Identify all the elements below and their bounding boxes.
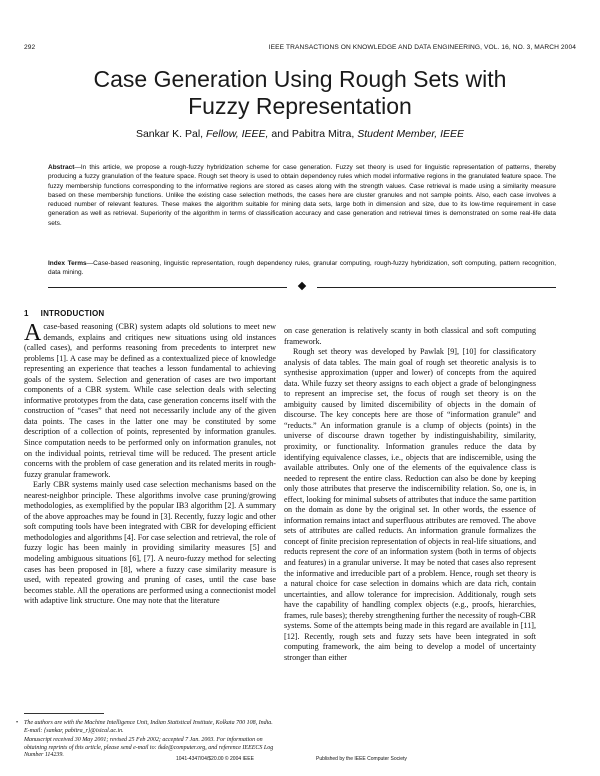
section-heading [24,309,104,318]
intro-paragraph-1-text: case-based reasoning (CBR) system adapts old solutions to meet new demands, explains and critiques new situations using old instances (called cases), and performs reasoning from precedents to interpret new problems [1]. A case may be defined as a contextualized piece of knowledge representing an experience that teaches a lesson fundamental to achieving goals of the system. Selection and generation of cases are two important components of a CBR system. While case selection deals with selecting informative prototypes from the data, case generation concerns itself with the construction of “cases” that need not necessarily include any of the given data points. The cases in the latter one may be constituted by some description of a collection of points, represented by information granules. Since computation needs to be performed only on information granules, not on the individual points, retrieval time will be reduced. The present article concerns with the problem of case generation and its related merits in rough-fuzzy granular framework. [24,322,276,479]
footnote-manuscript: Manuscript received 30 May 2001; revised 25 Feb 2002; accepted 7 Jan. 2003. For information on obtaining reprints of this article, please send e-mail to: tkde@computer.org, and reference IEEECS Log Number 114239. [24,737,274,759]
journal-header: IEEE TRANSACTIONS ON KNOWLEDGE AND DATA ENGINEERING, VOL. 16, NO. 3, MARCH 2004 [268,44,576,51]
right-paragraph-1: on case generation is relatively scanty in both classical and soft computing framework. [284,326,536,346]
divider-line-right [317,287,556,288]
core-term: core [354,547,369,557]
footnote-rule [24,713,104,714]
section-divider [48,286,556,287]
author-conjunction: and [271,128,289,140]
right-column [284,326,536,664]
author-1-role: Fellow, IEEE, [206,128,269,140]
abstract-text: —In this article, we propose a rough-fuzzy hybridization scheme for case generation. Fuzzy set theory is used for linguistic representation of patterns, thereby producing a fuzzy granulation of the feature space. Rough set theory is used to obtain dependency rules which model informative regions in the granulated feature space. The fuzzy membership functions corresponding to the informative regions are stored as cases along with the strength values. Case retrieval is made using a similarity measure based on these membership functions. Unlike the existing case selection methods, the cases here are cluster granules and not sample points. Also, each case involves a reduced number of relevant features. These makes the algorithm suitable for mining data sets, large both in dimension and size, due to its low-time requirement in case generation as well as retrieval. Superiority of the algorithm in terms of classification accuracy and case generation and retrieval times is demonstrated on some real-life data sets. [48,164,556,227]
issn-line: 1041-4347/04/$20.00 © 2004 IEEE [176,756,254,762]
author-2-role: Student Member, IEEE [357,128,465,140]
title-line-1: Case Generation Using Rough Sets with [93,66,507,92]
paper-title [40,66,560,120]
author-2: Pabitra Mitra, [291,128,355,140]
right-paragraph-2 [284,347,536,663]
left-column [24,322,276,607]
footnote-affiliation: The authors are with the Machine Intelligence Unit, Indian Statistical Institute, Kolkata 700 108, India. E-mail: {sankar, pabitra_r}@isical.ac.in. [24,720,273,734]
intro-paragraph-1 [24,322,276,480]
bullet-icon: • [16,720,19,726]
index-terms-text: —Case-based reasoning, linguistic representation, rough dependency rules, granular computing, rough-fuzzy hybridization, soft computing, pattern recognition, data mining. [48,260,556,277]
title-line-2: Fuzzy Representation [188,93,412,119]
page-number: 292 [24,44,36,51]
footnote [16,720,276,760]
section-number: 1 [24,309,29,318]
intro-paragraph-2: Early CBR systems mainly used case selection mechanisms based on the nearest-neighbor principle. These algorithms involve case pruning/growing methodologies, as exemplified by the popular IB3 algorithm [2]. A summary of the above approaches may be found in [3]. Recently, fuzzy logic and other soft computing tools have been integrated with CBR for developing efficient methodologies and algorithms [4]. For case selection and retrieval, the role of fuzzy logic has been mainly in providing similarity measures [5] and modeling ambiguous situations [6], [7]. A neuro-fuzzy method for selecting cases has been proposed in [8], where a fuzzy case similarity measure is used, with repeated growing and pruning of cases, until the case base becomes stable. All the operations are performed using a connectionist model with adaptive link structure. One may note that the literature [24,480,276,606]
right-paragraph-2-text: Rough set theory was developed by Pawlak [9], [10] for classificatory analysis of data tables. The main goal of rough set theoretic analysis is to synthesise approximation (upper and lower) of concepts from the aquired data. While fuzzy set theory assigns to each object a grade of belongingness to represent an imprecise set, the focus of rough set theory is on the ambiguity caused by limited discernibility of objects in the domain of discourse. The key concepts here are those of “information granule” and “reducts.” An information granule is a clump of objects (points) in the universe of discourse drawn together by indistinguishability, similarity, proximity, or functionality. Information granules reduce the data by identifying equivalence classes, i.e., objects that are indiscernible, using the available attributes. Only one of the elements of the equivalence class is needed to represent the entire class. Reduction can also be done by keeping only those attributes that preserve the indiscernibility relation. So, one is, in effect, looking for minimal subsets of attributes that induce the same partition on the domain as done by the original set. In other words, the essence of information remains intact and superfluous attributes are removed. The above sets of attributes are called reducts. An information granule formalizes the concept of finite precision representation of objects in real-life situations, and reducts represent the [284,347,536,557]
abstract [48,163,556,228]
right-paragraph-2-cont: of an information system (both in terms of objects and features) in a granular universe. It may be noted that cases also represent the informative and irreducible part of a problem. Hence, rough set theory is a natural choice for case selection in domains which are data rich, contain uncertainties, and allow tolerance for imprecision. Additionaly, rough sets have the capability of handling complex objects (e.g., proofs, hierarchies, frames, rule bases); thereby strengthening further the necessity of rough-CBR systems. Some of the attempts being made in this regard are available in [11], [12]. Recently, rough sets and fuzzy sets have been integrated in soft computing framework, the aim being to develop a model of uncertainty stronger than either [284,547,536,662]
author-line [40,128,560,140]
drop-cap: A [24,320,42,346]
abstract-label: Abstract [48,164,75,171]
divider-line-left [48,287,287,288]
diamond-ornament-icon [298,282,306,290]
index-terms-label: Index Terms [48,260,87,267]
index-terms [48,259,556,278]
publisher-line: Published by the IEEE Computer Society [316,756,407,762]
section-title: INTRODUCTION [40,309,105,318]
author-1: Sankar K. Pal, [135,128,204,140]
